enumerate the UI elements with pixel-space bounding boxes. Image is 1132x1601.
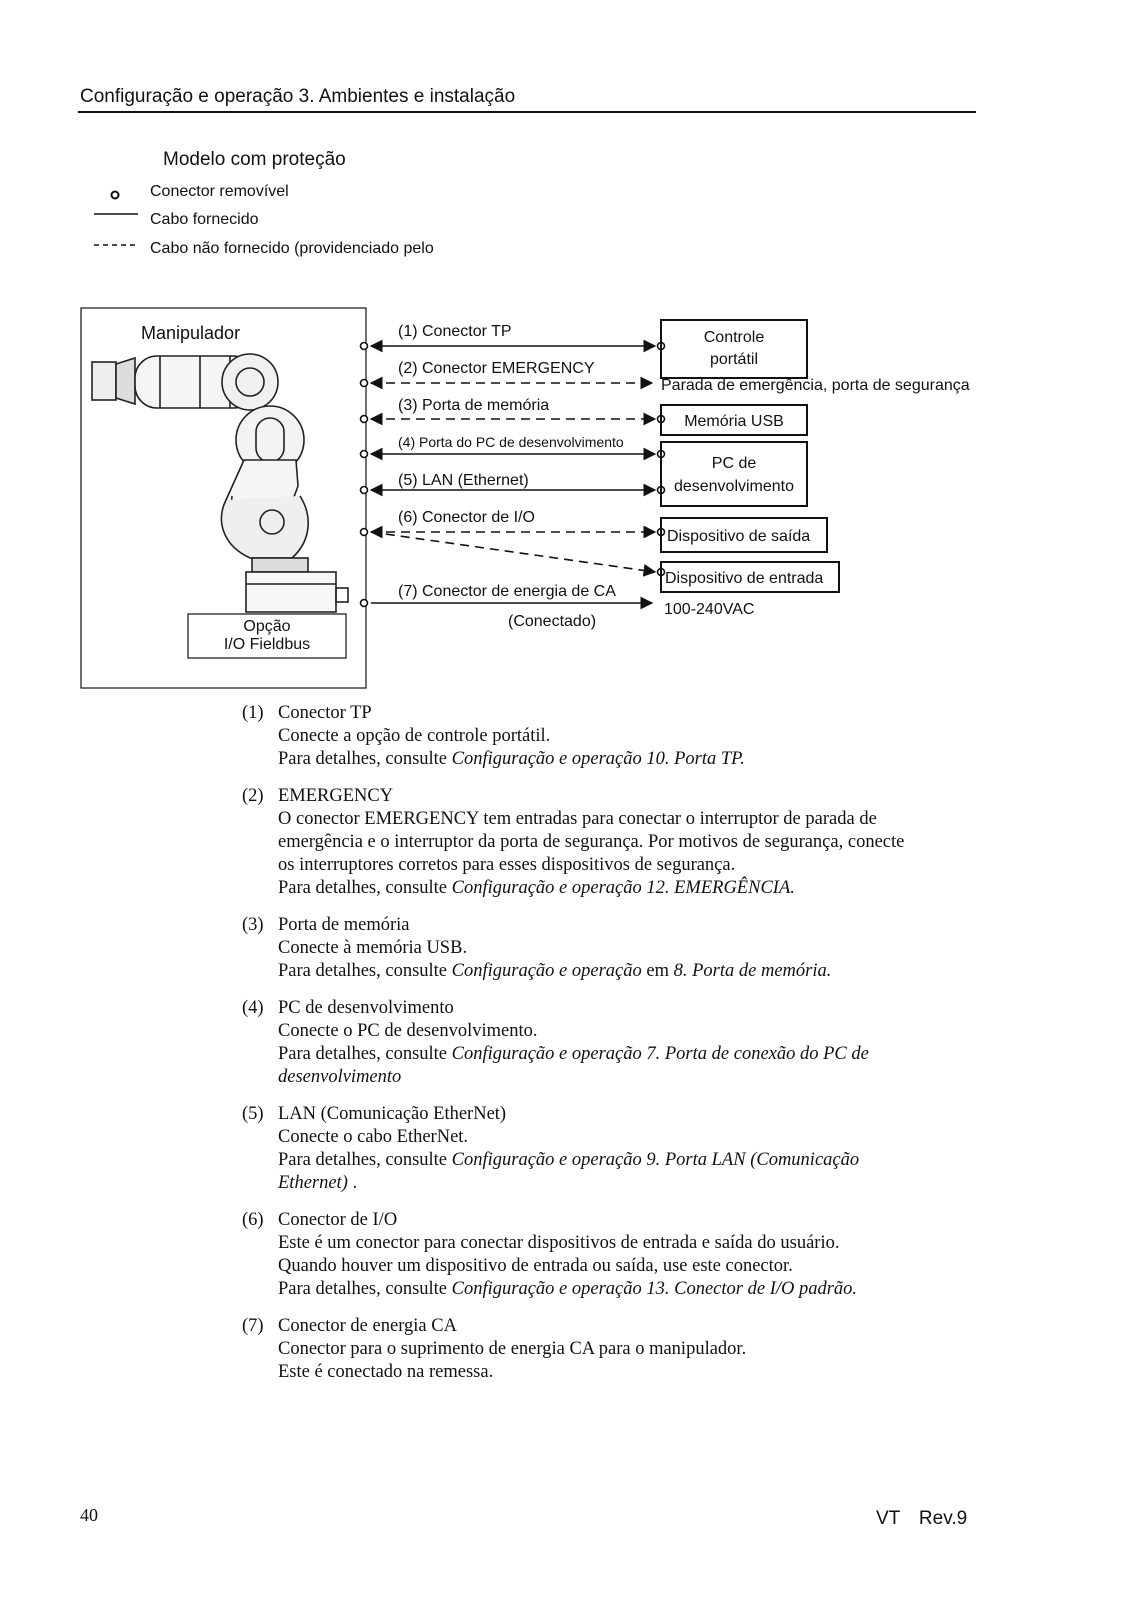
emergency-target-label: Parada de emergência, porta de segurança <box>661 377 970 394</box>
item-reference: Para detalhes, consulte Configuração e operação 12. EMERGÊNCIA. <box>278 878 795 898</box>
item-title: LAN (Comunicação EtherNet) <box>278 1104 507 1124</box>
description-item <box>242 997 982 1089</box>
item-title: Conector de energia CA <box>278 1316 457 1336</box>
description-item <box>242 702 982 771</box>
item-number: (4) <box>242 998 264 1018</box>
item-number: (1) <box>242 703 264 723</box>
item-line: Conector para o suprimento de energia CA para o manipulador. <box>278 1339 747 1359</box>
revision-label: VT Rev.9 <box>876 1508 968 1529</box>
item-number: (7) <box>242 1316 264 1336</box>
development-pc-label-2: desenvolvimento <box>673 478 795 495</box>
connector-label-io: (6) Conector de I/O <box>398 509 535 526</box>
item-title: Porta de memória <box>278 915 410 935</box>
manipulator-label: Manipulador <box>141 323 241 343</box>
item-reference: Para detalhes, consulte Configuração e operação em 8. Porta de memória. <box>278 961 832 981</box>
item-title: Conector de I/O <box>278 1210 398 1230</box>
item-reference-cont: Ethernet) . <box>278 1173 358 1193</box>
item-title: Conector TP <box>278 703 372 723</box>
connector-label-pc: (4) Porta do PC de desenvolvimento <box>398 434 624 450</box>
item-reference: Para detalhes, consulte Configuração e operação 13. Conector de I/O padrão. <box>278 1279 858 1299</box>
output-device-label: Dispositivo de saída <box>667 528 811 545</box>
item-line: Este é um conector para conectar dispositivos de entrada e saída do usuário. <box>278 1233 840 1253</box>
usb-memory-label: Memória USB <box>684 413 784 430</box>
page-number: 40 <box>80 1505 98 1525</box>
item-line: Conecte o PC de desenvolvimento. <box>278 1021 538 1041</box>
description-item <box>242 785 982 900</box>
item-number: (5) <box>242 1104 264 1124</box>
item-reference: Para detalhes, consulte Configuração e operação 9. Porta LAN (Comunicação <box>278 1150 860 1170</box>
development-pc-label-1: PC de <box>711 455 757 472</box>
item-number: (6) <box>242 1210 264 1230</box>
connector-descriptions <box>242 702 982 1398</box>
item-line: Conecte à memória USB. <box>278 938 468 958</box>
teach-pendant-label-1: Controle <box>703 329 765 346</box>
description-item <box>242 1209 982 1301</box>
section-title: Modelo com proteção <box>163 149 346 170</box>
item-reference: Para detalhes, consulte Configuração e operação 10. Porta TP. <box>278 749 745 769</box>
description-item <box>242 1103 982 1195</box>
solid-line-icon <box>94 210 138 218</box>
item-line: Este é conectado na remessa. <box>278 1362 494 1382</box>
input-device-label: Dispositivo de entrada <box>665 570 824 587</box>
legend-label-connector: Conector removível <box>150 183 289 200</box>
legend-label-unsupplied-cable: Cabo não fornecido (providenciado pelo <box>150 240 434 257</box>
item-line: O conector EMERGENCY tem entradas para conectar o interruptor de parada de <box>278 809 877 829</box>
item-line: Conecte o cabo EtherNet. <box>278 1127 469 1147</box>
robot-arm-illustration <box>92 354 348 612</box>
description-item <box>242 914 982 983</box>
item-title: EMERGENCY <box>278 786 394 806</box>
connector-label-emergency: (2) Conector EMERGENCY <box>398 360 595 377</box>
teach-pendant-label-2: portátil <box>709 351 759 368</box>
item-number: (3) <box>242 915 264 935</box>
item-line: Conecte a opção de controle portátil. <box>278 726 551 746</box>
page-header-title: Configuração e operação 3. Ambientes e instalação <box>80 86 516 107</box>
power-target-label: 100-240VAC <box>664 601 755 618</box>
description-item <box>242 1315 982 1384</box>
development-pc-box <box>661 442 807 506</box>
item-line: emergência e o interruptor da porta de segurança. Por motivos de segurança, conecte <box>278 832 905 852</box>
legend-label-supplied-cable: Cabo fornecido <box>150 211 259 228</box>
connected-note: (Conectado) <box>508 613 597 630</box>
connector-label-tp: (1) Conector TP <box>398 323 512 340</box>
removable-connector-icon <box>108 187 124 203</box>
connector-label-lan: (5) LAN (Ethernet) <box>398 472 529 489</box>
item-line: Quando houver um dispositivo de entrada ou saída, use este conector. <box>278 1256 793 1276</box>
item-title: PC de desenvolvimento <box>278 998 454 1018</box>
item-reference-cont: desenvolvimento <box>278 1067 402 1087</box>
header-rule <box>78 111 976 113</box>
connector-label-memory: (3) Porta de memória <box>398 397 550 414</box>
connection-diagram <box>0 300 1132 700</box>
item-reference: Para detalhes, consulte Configuração e operação 7. Porta de conexão do PC de <box>278 1044 869 1064</box>
item-line: os interruptores corretos para esses dispositivos de segurança. <box>278 855 736 875</box>
connector-label-power: (7) Conector de energia de CA <box>398 583 616 600</box>
fieldbus-label-option: Opção <box>243 618 291 635</box>
dashed-line-icon <box>94 241 138 249</box>
fieldbus-label-io: I/O Fieldbus <box>223 636 311 653</box>
item-number: (2) <box>242 786 264 806</box>
